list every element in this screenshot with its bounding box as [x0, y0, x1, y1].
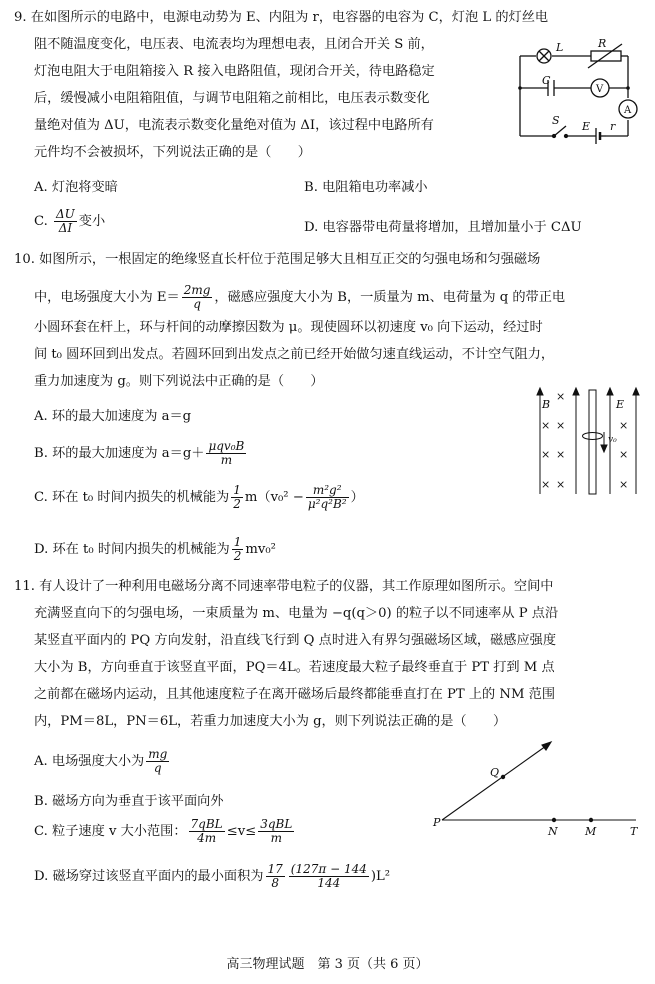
q11-option-b: B. 磁场方向为垂直于该平面向外 [34, 794, 224, 809]
q10-line-1: 10. 如图所示，一根固定的绝缘竖直长杆位于范围足够大且相互正交的匀强电场和匀强磁场 [14, 252, 541, 267]
q9-label-r: r [610, 120, 616, 133]
q9-option-c-fraction: $\frac{\Delta U}{\Delta I}$ [56, 207, 75, 235]
q11-option-c: C. 粒子速度 v 大小范围： $\frac{\text{7qBL}}{4m}$ ≤v≤ $\frac{\text{3qBL}}{m}$ [34, 817, 293, 845]
svg-text:×: × [619, 478, 629, 491]
q10-option-d: D. 环在 t₀ 时间内损失的机械能为 $\frac{1}{2}$ mv₀² [34, 535, 276, 563]
q9-option-c: C. $\frac{\Delta U}{\Delta I}$ 变小 [34, 207, 106, 235]
q11-line-1: 11. 有人设计了一种利用电磁场分离不同速率带电粒子的仪器，其工作原理如图所示。空间中 [14, 579, 554, 594]
q10-field-fraction: $\frac{2mg}{q}$ [183, 283, 211, 311]
q9-label-L: L [556, 41, 564, 54]
q9-line-5: 量绝对值为 ΔU，电流表示数变化量绝对值为 ΔI，该过程中电路所有 [34, 118, 434, 133]
q10-option-b-fraction: $\frac{\text{μqv₀B}}{m}$ [208, 439, 245, 467]
q10-line-5: 重力加速度为 g。则下列说法中正确的是（ ） [34, 374, 324, 389]
svg-text:×: × [619, 419, 629, 432]
q9-line-1: 9. 在如图所示的电路中，电源电动势为 E、内阻为 r，电容器的电容为 C，灯泡 L 的灯丝电 [14, 10, 549, 25]
q11-label-P: P [433, 816, 441, 829]
q11-line-2: 充满竖直向下的匀强电场，一束质量为 m、电量为 −q(q＞0) 的粒子以不同速率从 P 点沿 [34, 606, 559, 621]
svg-text:×: × [556, 390, 566, 403]
q9-label-E: E [582, 120, 591, 133]
page-footer: 高三物理试题 第 3 页（共 6 页） [226, 957, 429, 972]
q9-line-6: 元件均不会被损坏，下列说法正确的是（ ） [34, 145, 311, 160]
q9-line-3: 灯泡电阻大于电阻箱接入 R 接入电路阻值，现闭合开关，待电路稳定 [34, 64, 435, 79]
svg-text:×: × [619, 448, 629, 461]
svg-text:×: × [556, 448, 566, 461]
q10-option-c: C. 环在 t₀ 时间内损失的机械能为 $\frac{1}{2}$ m（v₀² − $\frac{\text{m²g²}}{\text{μ²q²B²}}$ ） [34, 483, 364, 511]
q10-label-v0: v₀ [608, 435, 617, 445]
q10-option-b: B. 环的最大加速度为 a＝g＋ $\frac{\text{μqv₀B}}{m}$ [34, 439, 245, 467]
q9-label-C: C [542, 74, 551, 87]
q11-option-d: D. 磁场穿过该竖直平面内的最小面积为 $\frac{17}{8}$ $\frac{(127\pi - 144}{144}$ )L² [34, 862, 391, 890]
q9-option-b: B. 电阻箱电功率减小 [304, 180, 428, 195]
q9-label-V: V [596, 84, 604, 95]
q9-line-4: 后，缓慢减小电阻箱阻值，与调节电阻箱之前相比，电压表示数变化 [34, 91, 430, 106]
q10-label-E: E [616, 398, 625, 411]
q11-label-T: T [630, 825, 638, 838]
q10-line-4: 间 t₀ 圆环回到出发点。若圆环回到出发点之前已经开始做匀速直线运动，不计空气阻力， [34, 347, 555, 362]
svg-text:×: × [541, 419, 551, 432]
q9-option-a: A. 灯泡将变暗 [34, 180, 118, 195]
q9-label-A: A [624, 105, 632, 116]
q11-option-d-fraction: $\frac{(127\pi - 144}{144}$ [290, 862, 367, 890]
q9-option-d: D. 电容器带电荷量将增加，且增加量小于 CΔU [304, 220, 582, 235]
q11-option-a-fraction: $\frac{mg}{q}$ [148, 747, 168, 775]
q11-line-6: 内，PM＝8L，PN＝6L，若重力加速度大小为 g，则下列说法正确的是（ ） [34, 714, 507, 729]
q9-circuit-diagram [516, 38, 642, 146]
q9-label-S: S [552, 114, 560, 127]
svg-text:×: × [556, 478, 566, 491]
svg-text:×: × [541, 448, 551, 461]
q9-label-R: R [598, 38, 607, 50]
q11-label-M: M [585, 825, 597, 838]
q11-line-3: 某竖直平面内的 PQ 方向发射，沿直线飞行到 Q 点时进入有界匀强磁场区域，磁感应强度 [34, 633, 557, 648]
q11-label-N: N [548, 825, 558, 838]
q9-line-2: 阻不随温度变化，电压表、电流表均为理想电表，且闭合开关 S 前， [34, 37, 434, 52]
q11-line-4: 大小为 B，方向垂直于该竖直平面，PQ＝4L。若速度最大粒子最终垂直于 PT 打到 M 点 [34, 660, 555, 675]
q10-label-B: B [542, 398, 551, 411]
q10-line-3: 小圆环套在杆上，环与杆间的动摩擦因数为 μ。现使圆环以初速度 v₀ 向下运动，经过时 [34, 320, 543, 335]
q11-path-diagram [430, 738, 646, 842]
q10-line-2: 中，电场强度大小为 E＝ $\frac{2mg}{q}$ ，磁感应强度大小为 B，一质量为 m、电荷量为 q 的带正电 [34, 283, 566, 311]
q11-line-5: 之前都在磁场内运动，且其他速度粒子在离开磁场后最终都能垂直打在 PT 上的 NM 范围 [34, 687, 556, 702]
q11-label-Q: Q [490, 766, 500, 779]
q10-option-c-fraction: $\frac{\text{m²g²}}{\text{μ²q²B²}}$ [307, 483, 347, 511]
svg-text:×: × [556, 419, 566, 432]
q10-field-diagram [532, 386, 646, 498]
q10-option-a: A. 环的最大加速度为 a＝g [34, 409, 192, 424]
q11-option-a: A. 电场强度大小为 $\frac{mg}{q}$ [34, 747, 168, 775]
svg-text:×: × [541, 478, 551, 491]
